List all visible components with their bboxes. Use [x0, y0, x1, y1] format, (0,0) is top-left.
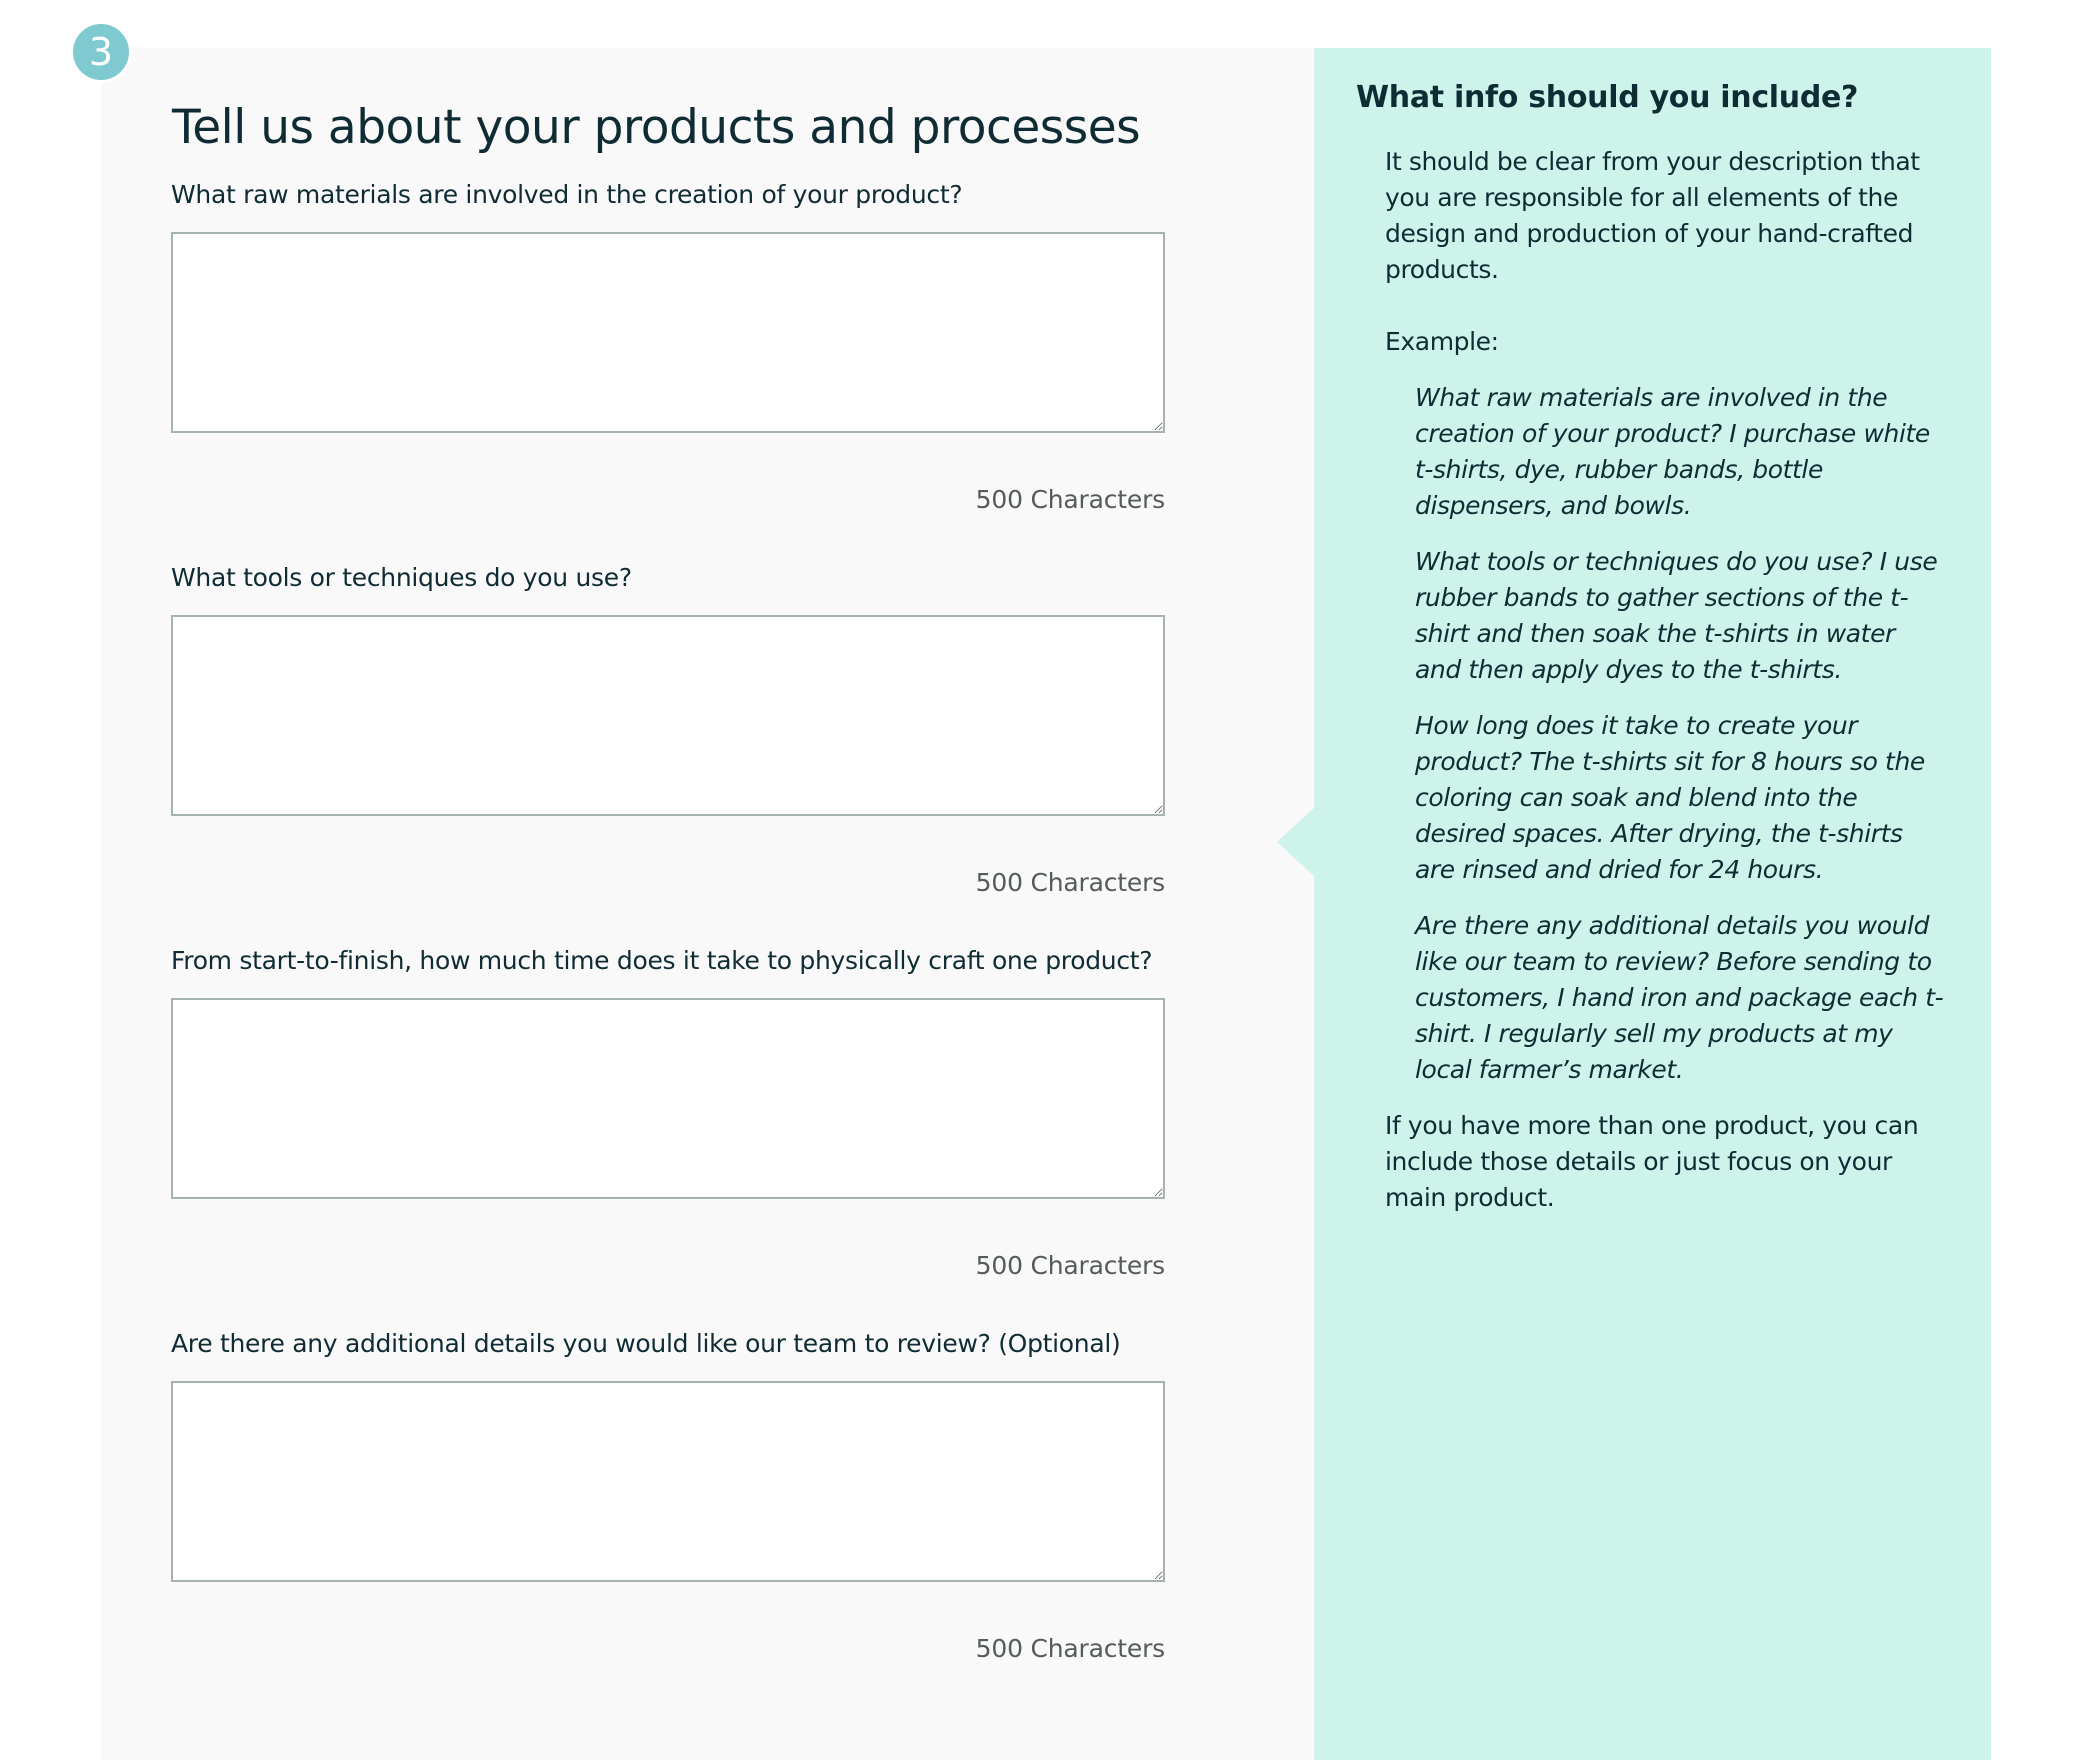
craft-time-textarea[interactable] [171, 998, 1165, 1199]
example-tools-techniques: What tools or techniques do you use? I use rubber bands to gather sections of the t-shirt and then soak the t-shirts in water and then apply dyes to the t-shirts. [1415, 547, 1938, 684]
question-label: Are there any additional details you would like our team to review? (Optional) [171, 1329, 1121, 1358]
question-label: What raw materials are involved in the creation of your product? [171, 180, 963, 209]
additional-details-textarea[interactable] [171, 1381, 1165, 1582]
question-additional-details [171, 1327, 1165, 1666]
question-tools-techniques [171, 561, 1165, 900]
example-raw-materials: What raw materials are involved in the creation of your product? I purchase white t-shirts, dye, rubber bands, bottle dispensers, and bowls. [1415, 383, 1930, 520]
example-craft-time: How long does it take to create your product? The t-shirts sit for 8 hours so the coloring can soak and blend into the desired spaces. After drying, the t-shirts are rinsed and dried for 24 hours. [1415, 711, 1925, 884]
character-limit: 500 Characters [975, 868, 1165, 897]
raw-materials-textarea[interactable] [171, 232, 1165, 433]
step-number-badge: 3 [70, 21, 132, 83]
question-craft-time [171, 944, 1165, 1283]
help-panel [1314, 48, 1991, 1760]
question-label: From start-to-finish, how much time does it take to physically craft one product? [171, 946, 1153, 975]
product-process-form [101, 48, 1314, 1760]
question-label: What tools or techniques do you use? [171, 563, 632, 592]
example-additional-details: Are there any additional details you would like our team to review? Before sending to customers, I hand iron and package each t-shirt. I regularly sell my products at my local farmer’s market. [1415, 911, 1944, 1084]
tools-techniques-textarea[interactable] [171, 615, 1165, 816]
character-limit: 500 Characters [975, 1634, 1165, 1663]
help-body [1385, 144, 1945, 1216]
help-title: What info should you include? [1356, 80, 1859, 115]
example-list [1385, 380, 1945, 1088]
help-outro-text: If you have more than one product, you can include those details or just focus on your main product. [1385, 1111, 1919, 1212]
character-limit: 500 Characters [975, 485, 1165, 514]
question-raw-materials [171, 178, 1165, 517]
page-title: Tell us about your products and processes [172, 100, 1141, 155]
help-pointer-arrow [1277, 808, 1314, 876]
example-label: Example: [1385, 327, 1499, 356]
character-limit: 500 Characters [975, 1251, 1165, 1280]
help-intro-text: It should be clear from your description that you are responsible for all elements of the design and production of your hand-crafted products. [1385, 147, 1920, 284]
